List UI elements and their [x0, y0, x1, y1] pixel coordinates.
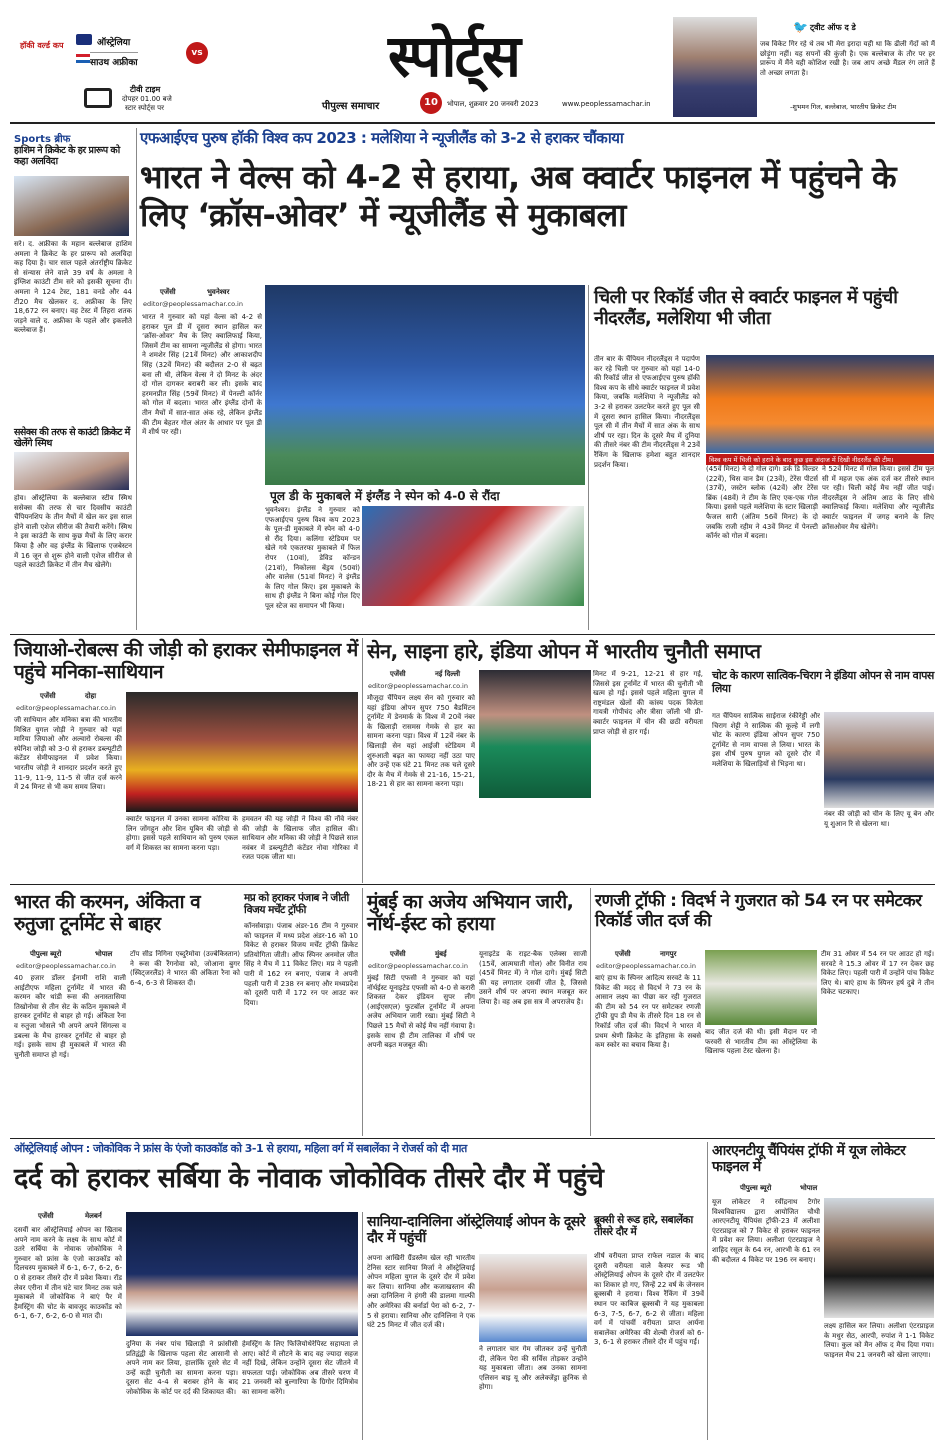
rntu-dateline: भोपाल [800, 1184, 818, 1192]
tt-email: editor@peoplessamachar.co.in [16, 704, 116, 712]
page-number-badge: 10 [420, 92, 442, 114]
chile-photo-caption: विश्व कप में चिली को हराने के बाद कुछ इस अंदाज में दिखी नीदरलैंड की टीम। [706, 454, 934, 465]
brief-body-2: होव। ऑस्ट्रेलिया के बल्लेबाज स्टीव स्मिथ ससेक्स की तरफ से चार दिवसीय काउंटी चैंपियनशिप के तीन मैचों में खेल कर इस साल होने वाली एशेज सीरीज की तैयारी करेंगे। स्मिथ ने इस काउंटी के साथ कुछ मैचों के लिए करार किया है और वह इंग्लैंड के खिलाफ एजबेस्टन में 16 जून से शुरू होने वाली एशेज सीरीज से पहले काउंटी क्रिकेट में तीन मैच खेलेंगे। [14, 494, 132, 570]
amla-photo [14, 176, 129, 236]
ranji-dateline: नागपुर [660, 950, 677, 958]
karman-body-2: टॉप सीड निगिना एब्दुरैमोवा (उज्बेकिस्तान) ने रूस की रैंगनोवा को, जोआना बुगर (स्विट्जरलैंड) ने भारत की अंकिता रैना को 6-4, 6-3 से शिकस्त दी। [130, 950, 240, 987]
badminton-byline: एजेंसी [390, 670, 406, 678]
chile-headline: चिली पर रिकॉर्ड जीत से क्वार्टर फाइनल में पहुंची नीदरलैंड, मलेशिया भी जीता [594, 287, 898, 329]
punjab-headline: मप्र को हराकर पंजाब ने जीती विजय मर्चेंट ट्रॉफी [244, 892, 349, 917]
tv-icon [84, 88, 112, 108]
sabalenka-body: शीर्ष वरीयता प्राप्त राफेल नडाल के बाद दूसरी वरीयता वाले कैस्पर रूड भी ऑस्ट्रेलियाई ओपन के दूसरे दौर में उलटफेर का शिकार हो गए, जिन्हें 22 वर्ष के जेनसन ब्रूक्सबी ने हराया। विश्व रैंकिंग में 39वें स्थान पर काबिज ब्रूक्सबी ने यह मुकाबला 6-3, 7-5, 6-7, 6-2 से जीता। महिला वर्ग में पांचवीं वरीयता प्राप्त आर्यना सबालेंका अमेरिका की शेल्बी रोजर्स को 6-3, 6-1 से हराकर तीसरे दौर में पहुंच गईं। [594, 1252, 704, 1347]
ranji-body: बाएं हाथ के स्पिनर आदित्य सरवटे के 11 विकेट की मदद से विदर्भ ने 73 रन के आसान लक्ष्य का पीछा कर रही गुजरात की टीम को 54 रन पर समेटकर रणजी ट्रॉफी ग्रुप डी मैच के तीसरे दिन 18 रन से रिकॉर्ड जीत दर्ज की। विदर्भ ने भारत में प्रथम श्रेणी क्रिकेट के इतिहास के सबसे कम स्कोर का बचाव किया है। [595, 974, 701, 1050]
tweet-author: -शुभमन गिल, बल्लेबाज, भारतीय क्रिकेट टीम [790, 103, 897, 111]
twitter-icon: 🐦 [793, 20, 808, 34]
england-spain-photo [362, 506, 584, 606]
tweet-author-photo [673, 17, 757, 117]
rntu-body-2: लक्ष्य हासिल कर लिया। अलीशा एंटरप्राइज के मधुर सेठ, आरपी, रुपांश ने 1-1 विकेट लिया। कुल को मैन ऑफ द मैच दिया गया। फाइनल मैच 21 जनवरी को खेला जाएगा। [824, 1322, 934, 1359]
publisher-name: पीपुल्स समाचार [322, 101, 380, 112]
badminton-sidebar-body: गत चैंपियन सात्विक साईराज रंकीरेड्डी और चिराग शेट्टी ने सात्विक की कूल्हे में लगी चोट के कारण इंडिया ओपन सुपर 750 टूर्नामेंट से नाम वापस ले लिया। भारत के इस शीर्ष पुरुष युगल को दूसरे दौर में मलेशिया के खिलाड़ियों से भिड़ना था। [712, 712, 820, 768]
rntu-headline: आरएनटीयू चैंपियंस ट्रॉफी में यूज लोकेटर फाइनल में [712, 1143, 906, 1176]
website: www.peoplessamachar.in [562, 100, 651, 108]
tweet-text: जब विकेट गिर रहे थे तब भी मेरा इरादा यही था कि ढीली गेंदों को मैं छोड़ूंगा नहीं। यह सपनों की कुंजी है। एक बल्लेबाज के तौर पर हर प्रारूप में मैंने यही कोशिश रखी है। जब आप अच्छे मैंडल रंग लाते हैं तो अच्छा लगता है। [760, 40, 935, 77]
tt-body-3: हमवतन की यह जोड़ी ने विश्व की नौंवे नंबर की जोड़ी के खिलाफ जीत हासिल की। साथियान और मनिका की जोड़ी ने पिछले साल नवंबर में डब्ल्यूटीटी कंटेंडर नोवा गोरिका में रजत पदक जीता था। [242, 815, 358, 862]
sania-photo [479, 1254, 587, 1342]
karman-email: editor@peoplessamachar.co.in [16, 962, 116, 970]
karman-headline: भारत की करमन, अंकिता व रुतुजा टूर्नामेंट से बाहर [14, 891, 201, 935]
ao-body-1: दसवीं बार ऑस्ट्रेलियाई ओपन का खिताब अपने नाम करने के लक्ष्य के साथ कोर्ट में उतरे सर्बिया के नोवाक जोकोविक ने गुरुवार को फ्रांस के एंजो काउकॉड को दिलचस्प मुकाबले में 6-1, 6-7, 6-2, 6-0 से हराकर तीसरे दौर में प्रवेश किया। रॉड लेवर एरीना में तीन घंटे चार मिनट तक चले मुकाबले में जोकोविक ने बाएं पैर में हैमस्ट्रिंग की चोट के बावजूद काउकॉड को 6-1, 6-7, 6-2, 6-0 से मात दी। [14, 1226, 122, 1321]
hockey-byline: एजेंसी [160, 288, 176, 296]
south-africa-flag-icon [76, 54, 90, 63]
badminton-body-1: मौजूदा चैंपियन लक्ष्य सेन को गुरुवार को यहां इंडिया ओपन सुपर 750 बैडमिंटन टूर्नामेंट में डेनमार्क के विश्व में 20वें नंबर के खिलाड़ी रासमस गेमके से हार का सामना करना पड़ा। विश्व में 12वें नंबर के खिलाड़ी सेन यहां आईजी स्टेडियम में शुरुआती बढ़त का फायदा नहीं उठा पाए और उन्हें एक घंटे 21 मिनट तक चले दूसरे दौर के मैच में गेमके से 21-16, 15-21, 18-21 से हार का सामना करना पड़ा। [367, 694, 475, 789]
lakshya-sen-photo [479, 670, 591, 798]
ao-byline: एजेंसी [38, 1212, 54, 1220]
mumbai-dateline: मुंबई [435, 950, 447, 958]
tweet-label: ट्वीट ऑफ द डे [810, 23, 856, 32]
badminton-sidebar-caption: नंबर की जोड़ी को चीन के लिए यू बेन और यू शुआन रि से खेलना था। [824, 810, 934, 828]
tv-time: दोपहर 01.00 बजे [122, 95, 172, 103]
chile-body-2: (45वें मिनट) ने दो गोल दागे। डर्क डि विल्डर (22वें), थिस वान डैम (23वें), टेरेंस पीटर्स (37वें), जस्टेन ब्लोक (42वें) और टेरेंस ब्रिंक (48वें) ने टीम के लिए एक-एक गोल किया। इससे पहले मलेशिया के स्टार खिलाड़ी फैजल सारी (अंतिम 56वें मिनट) के दो जबकि राजी रहीम ने 43वें मिनट में पेनल्टी कॉर्नर को गोल में बदला। [706, 465, 818, 541]
tv-channel: स्टार स्पोर्ट्स पर [125, 104, 164, 112]
tt-byline: एजेंसी [40, 692, 56, 700]
rntu-photo [824, 1198, 934, 1318]
ao-dateline: मेलबर्न [85, 1212, 102, 1220]
karman-dateline: भोपाल [95, 950, 113, 958]
tt-body-2: क्वार्टर फाइनल में उनका सामना कोरिया के लिन जोंगहून और शिन यूबिन की जोड़ी से होगा। इससे पहले साथियान को पुरुष एकल वर्ग में शिकस्त का सामना करना पड़ा। [126, 815, 238, 852]
ranji-byline: एजेंसी [615, 950, 631, 958]
mumbai-headline: मुंबई का अजेय अभियान जारी, नॉर्थ-ईस्ट को हराया [367, 891, 574, 935]
mumbai-body-2: यूनाइटेड के राइट-बैक एलेक्स साजी (15वें, आत्मघाती गोल) और विनीत राय (45वें मिनट में) ने गोल दागे। मुंबई सिटी की यह लगातार दसवीं जीत है, जिससे उसने शीर्ष पर अपना स्थान मजबूत कर लिया है। वह अब इस सत्र में अपराजेय है। [479, 950, 587, 1006]
tt-headline: जियाओ-रोबल्स की जोड़ी को हराकर सेमीफाइनल में पहुंचे मनिका-साथियान [14, 639, 358, 683]
badminton-sidebar-headline: चोट के कारण सात्विक-चिराग ने इंडिया ओपन से नाम वापस लिया [712, 669, 934, 695]
chile-body-3: ने 52वें मिनट में गोल किया। इससे टीम पूल सी में महज एक अंक दर्ज कर तीसरे स्थान पर रही। चिली कोई मैच नहीं जीत पाई। नीदरलैंड्स ने अंतिम आठ के लिए सीधे क्वालिफाई किया। मलेशिया और न्यूजीलैंड क्वार्टर फाइनल में जगह बनाने के लिए क्रॉसओवर मैच खेलेंगे। [822, 465, 934, 531]
hockey-photo-caption: पूल डी के मुकाबले में इंग्लैंड ने स्पेन को 4-0 से रौंदा [270, 489, 500, 503]
smith-photo [14, 452, 129, 490]
hockey-headline: भारत ने वेल्स को 4-2 से हराया, अब क्वार्टर फाइनल में पहुंचने के लिए ‘क्रॉस-ओवर’ में न्यूजीलैंड से मुकाबला [140, 158, 897, 235]
hockey-body-2: भुवनेश्वर। इंग्लैंड ने गुरुवार को एफआईएच पुरुष विश्व कप 2023 के पूल-डी मुकाबले में स्पेन को 4-0 से रौंद दिया। कलिंगा स्टेडियम पर खेले गये एकतरफा मुकाबले में फिल रोपर (10वां), डेविड कॉन्डन (21वां), निकोलस बेंड्रय (50वां) और वालेस (51वां मिनट) ने इंग्लैंड के लिए गोल किए। इस मुकाबले के साथ ही इंग्लैंड ने बिना कोई गोल दिए पूल स्टेज का समापन भी किया। [265, 506, 360, 610]
team2-label: साउथ अफ्रीका [90, 52, 138, 68]
brief-headline-2: ससेक्स की तरफ से काउंटी क्रिकेट में खेलेंगे स्मिथ [14, 427, 130, 449]
brief-body-1: सरे। द. अफ्रीका के महान बल्लेबाज हाशिम अमला ने क्रिकेट के हर प्रारूप को अलविदा कह दिया है। चार साल पहले अंतर्राष्ट्रीय क्रिकेट से संन्यास लेने वाले 39 वर्ष के अमला ने इंग्लिश काउंटी टीम सरे को इसकी सूचना दी। अमला ने 124 टेस्ट, 181 वनडे और 44 टी20 मैच खेलकर द. अफ्रीका के लिए 18,672 रन बनाए। वह टेस्ट में तिहरा शतक जड़ने वाले द. अफ्रीका के पहले और इकलौते बल्लेबाज हैं। [14, 240, 132, 335]
sania-body-2: ने लगातार चार गेम जीतकर उन्हें चुनौती दी, लेकिन पेरा की सर्विस तोड़कर उन्होंने यह मुकाबला जीता। अब उनका सामना एलिसन बाइ यू और अलेक्जेंड्रा क्रुनिक से होगा। [479, 1345, 587, 1392]
badminton-body-2: मिनट में 9-21, 12-21 से हार गई, जिससे इस टूर्नामेंट में भारत की चुनौती भी खत्म हो गई। इससे पहले महिला युगल में राष्ट्रमंडल खेलों की कांस्य पदक विजेता गायत्री गोपीचंद और त्रीसा जॉली भी प्री-क्वार्टर फाइनल में चीन की छठी वरीयता प्राप्त जोड़ी से हार गई। [593, 670, 703, 736]
ranji-photo-caption: बाद जीत दर्ज की थी। इसी मैदान पर नौ फरवरी से भारतीय टीम का ऑस्ट्रेलिया के खिलाफ पहला टेस्ट खेलना है। [705, 1028, 817, 1056]
team1-label: ऑस्ट्रेलिया [97, 38, 131, 48]
tt-dateline: दोहा [85, 692, 97, 700]
ranji-email: editor@peoplessamachar.co.in [596, 962, 696, 970]
badminton-dateline: नई दिल्ली [435, 670, 461, 678]
karman-byline: पीपुल्स ब्यूरो [30, 950, 62, 958]
mumbai-body: मुंबई सिटी एफसी ने गुरुवार को यहां नॉर्थईस्ट यूनाइटेड एफसी को 4-0 से करारी शिकस्त देकर इंडियन सुपर लीग (आईएसएल) फुटबॉल टूर्नामेंट में अपना अजेय अभियान जारी रखा। मुंबई सिटी ने पिछले 15 मैचों से कोई मैच नहीं गंवाया है। इसके साथ ही टीम तालिका में शीर्ष पर अपनी बढ़त मजबूत की। [367, 974, 475, 1050]
sania-headline: सानिया-दानिलिना ऑस्ट्रेलियाई ओपन के दूसरे दौर में पहुंचीं [367, 1214, 585, 1247]
sania-body: अपना आखिरी ग्रैंडस्लैम खेल रही भारतीय टेनिस स्टार सानिया मिर्जा ने ऑस्ट्रेलियाई ओपन महिला युगल के दूसरे दौर में प्रवेश कर लिया। सानिया और कजाखस्तान की अन्ना दानिलिना ने हंगरी की डालमा गाल्फी और अमेरिका की बर्नार्डा पेरा को 6-2, 7-5 से हराया। सानिया और दानिलिना ने एक घंटे 25 मिनट में जीत दर्ज की। [367, 1254, 475, 1330]
dateline: भोपाल, शुक्रवार 20 जनवरी 2023 [447, 100, 539, 108]
hockey-body-1: भारत ने गुरुवार को यहां वेल्स को 4-2 से हराकर पूल डी में दूसरा स्थान हासिल कर ‘क्रॉस-ओवर’ मैच के लिए क्वालिफाई किया, जिसमें टीम का सामना न्यूजीलैंड से होगा। भारत ने शमशेर सिंह (21वें मिनट) और आकाशदीप सिंह (32वें मिनट) की बदौलत 2-0 से बढ़त बना ली थी, लेकिन वेल्स ने दो मिनट के अंदर दो गोल दागकर बराबरी कर ली। इसके बाद हरमनप्रीत सिंह (59वें मिनट) में पेनल्टी कॉर्नर को गोल में बदला। भारत और इंग्लैंड दोनों के तीन मैचों में सात-सात अंक रहे, लेकिन इंग्लैंड की टीम बेहतर गोल अंतर के आधार पर पूल डी में शीर्ष पर रही। [142, 313, 262, 437]
vs-badge: vs [186, 42, 208, 64]
hockey-dateline: भुवनेश्वर [207, 288, 230, 296]
chile-body-1: तीन बार के चैंपियन नीदरलैंड्स ने पदार्पण कर रहे चिली पर गुरुवार को यहां 14-0 की रिकॉर्ड जीत से एफआईएच पुरुष हॉकी विश्व कप के सीधे क्वार्टर फाइनल में प्रवेश किया, जबकि मलेशिया ने न्यूजीलैंड को 3-2 से हराकर उलटफेर करते हुए पूल सी में दूसरा स्थान हासिल किया। नीदरलैंड्स पूल सी में तीन मैचों में सात अंक के साथ शीर्ष पर रहा। दिन के दूसरे मैच में दुनिया की तीसरे नंबर की टीम नीदरलैंड्स ने 23वें रैंकिंग के खिलाफ हमेशा बहुत शानदार प्रदर्शन किया। [594, 355, 700, 469]
rntu-body: यूज लोकेटर ने रवींद्रनाथ टैगोर विश्वविद्यालय द्वारा आयोजित चौथी आरएनटीयू चैंपियंस ट्रॉफी-23 में अलीशा एंटरप्राइज को 7 विकेट से हराकर फाइनल में प्रवेश कर लिया। अलीशा एंटरप्राइज ने शाहिद रसूल के 64 रन, आरभी के 61 रन की बदौलत 4 विकेट पर 196 रन बनाए। [712, 1198, 820, 1264]
punjab-body: कॉनर्सवाड़ा। पंजाब अंडर-16 टीम ने गुरुवार को फाइनल में मध्य प्रदेश अंडर-16 को 10 विकेट से हराकर विजय मर्चेंट ट्रॉफी क्रिकेट प्रतियोगिता जीती। ऑफ स्पिनर अनमोल जीत सिंह ने मैच में 11 विकेट लिए। मप्र ने पहली पारी में 162 रन बनाए, पंजाब ने अपनी पहली पारी में 238 रन बनाए और मध्यप्रदेश को दूसरी पारी में 172 रन पर आउट कर दिया। [244, 922, 358, 1007]
ranji-body-2: टीम 31 ओवर में 54 रन पर आउट हो गई। सरवटे ने 15.3 ओवर में 17 रन देकर छह विकेट लिए। पहली पारी में उन्होंने पांच विकेट लिए थे। बाएं हाथ के स्पिनर हर्ष दुबे ने तीन विकेट चटकाए। [821, 950, 934, 997]
ao-kicker: ऑस्ट्रेलियाई ओपन : जोकोविक ने फ्रांस के एंजो काउकॉड को 3-1 से हराया, महिला वर्ग में सबालेंका ने रोजर्स को दी मात [14, 1142, 467, 1155]
india-hockey-photo [265, 285, 585, 485]
djokovic-photo [126, 1212, 358, 1336]
sports-brief-badge: Sports ब्रीफ [14, 134, 71, 145]
world-cup-label: हॉकी वर्ल्ड कप [20, 41, 64, 50]
badminton-headline: सेन, साइना हारे, इंडिया ओपन में भारतीय चुनौती समाप्त [367, 639, 761, 663]
tv-time-label: टीवी टाइम [130, 85, 161, 94]
mumbai-byline: एजेंसी [390, 950, 406, 958]
tt-body-1: जी साथियान और मनिका बत्रा की भारतीय मिश्रित युगल जोड़ी ने गुरुवार को यहां मारिया जियाओ और अल्वारो रोबल्स की स्पेनिश जोड़ी को 3-0 से हराकर डब्ल्यूटीटी कंटेंडर सेमीफाइनल में प्रवेश किया। भारतीय जोड़ी ने शानदार प्रदर्शन करते हुए 11-9, 11-9, 11-5 से जीत दर्ज करने में 24 मिनट से भी कम समय लिया। [14, 716, 122, 792]
ranji-headline: रणजी ट्रॉफी : विदर्भ ने गुजरात को 54 रन पर समेटकर रिकॉर्ड जीत दर्ज की [595, 891, 922, 931]
ao-body-3: हेमस्ट्रिंग के लिए फिजियोथेरेपिस्ट सहायता ले आए। कोर्ट में लौटने के बाद वह ज्यादा सहज नहीं दिखे, लेकिन उन्होंने दूसरा सेट जीतने में सफलता पाई। जोकोविक अब तीसरे चरण में 21 जनवरी को बुल्गारिया के ग्रिगोर दिमित्रोव का सामना करेंगे। [242, 1340, 358, 1396]
netherlands-team-photo [706, 355, 934, 453]
mumbai-email: editor@peoplessamachar.co.in [368, 962, 468, 970]
hockey-email: editor@peoplessamachar.co.in [143, 300, 243, 308]
badminton-email: editor@peoplessamachar.co.in [368, 682, 468, 690]
brief-headline-1: हाशिम ने क्रिकेट के हर प्रारूप को कहा अलविदा [14, 145, 120, 167]
sabalenka-headline: ब्रूक्सी से रूड हारे, सबालेंका तीसरे दौर में [594, 1214, 693, 1239]
section-title: स्पोर्ट्स [388, 22, 519, 90]
ao-headline: दर्द को हराकर सर्बिया के नोवाक जोकोविक तीसरे दौर में पहुंचे [14, 1163, 604, 1194]
karman-body: 40 हजार डॉलर ईनामी राशि वाली आईटीएफ महिला टूर्नामेंट में भारत की करमन कौर थांडी रूस की अनास्तासिया तिखोनोवा से तीन सेट के कठिन मुकाबले में हारकर टूर्नामेंट से बाहर हो गई। अंकिता रैना व रुतुजा भोसले भी अपने अपने सिंगल्स व डबल्स के मैच हारकर टूर्नामेंट से बाहर हो गई। इसके साथ ही मुकाबले में भारत की चुनौती समाप्त हो गई। [14, 974, 126, 1059]
manika-sathiyan-photo [126, 692, 358, 812]
hockey-kicker: एफआईएच पुरुष हॉकी विश्व कप 2023 : मलेशिया ने न्यूजीलैंड को 3-2 से हराकर चौंकाया [140, 129, 624, 147]
australia-flag-icon [76, 34, 92, 45]
satwik-chirag-photo [824, 712, 934, 808]
ao-body-2: दुनिया के नंबर पांच खिलाड़ी ने फ्रांसीसी प्रतिद्वंद्वी के खिलाफ पहला सेट आसानी से अपने नाम कर लिया, हालांकि दूसरे सेट में उन्हें कड़ी चुनौती का सामना करना पड़ा। दूसरा सेट 4-4 से बराबर होने के बाद जोकोविक के कोर्ट पर दर्द की शिकायत की। [126, 1340, 238, 1396]
rntu-byline: पीपुल्स ब्यूरो [740, 1184, 772, 1192]
ranji-match-photo [705, 950, 817, 1025]
